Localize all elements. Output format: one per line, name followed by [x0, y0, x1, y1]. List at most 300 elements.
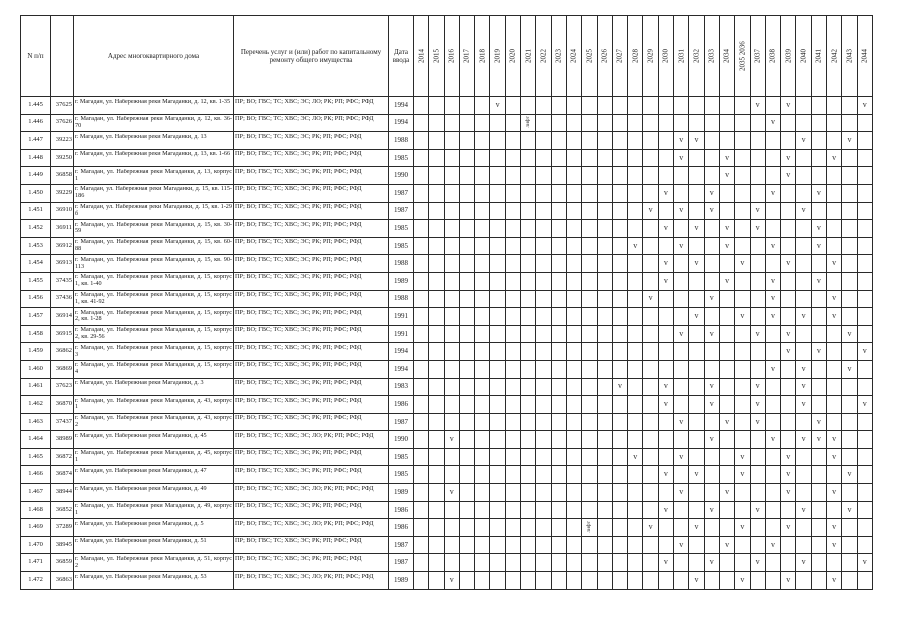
row-number: 1.462	[21, 396, 51, 414]
commission-year: 1988	[389, 132, 414, 150]
year-cell	[735, 114, 750, 132]
year-cell	[704, 272, 719, 290]
year-cell	[643, 519, 658, 537]
year-cell	[536, 484, 551, 502]
building-address: г. Магадан, ул. Набережная реки Магаданки, д. 49	[74, 484, 234, 502]
works-list: ПР; ВО; ГВС; ТС; ХВС; ЭС; РК; РП; РФС; РФД	[234, 554, 389, 572]
building-address: г. Магадан, ул. Набережная реки Магаданки, д. 45, корпус 1	[74, 448, 234, 466]
year-cell	[674, 484, 689, 502]
year-cell	[674, 167, 689, 185]
year-cell	[414, 149, 429, 167]
year-cell	[827, 396, 842, 414]
header-year-col: 2024	[566, 16, 581, 97]
year-cell	[521, 272, 536, 290]
check-mark: v	[801, 205, 806, 215]
year-cell	[689, 237, 704, 255]
year-cell	[704, 220, 719, 238]
check-mark: v	[862, 346, 867, 356]
year-cell	[781, 431, 796, 449]
year-cell	[735, 237, 750, 255]
year-cell	[597, 255, 612, 273]
check-mark: v	[816, 240, 821, 250]
year-cell	[429, 149, 444, 167]
commission-year: 1985	[389, 220, 414, 238]
year-cell	[628, 237, 643, 255]
year-cell	[551, 343, 566, 361]
year-cell	[842, 290, 857, 308]
year-cell	[536, 343, 551, 361]
check-mark: v	[862, 99, 867, 109]
year-cell	[597, 308, 612, 326]
year-cell	[505, 519, 520, 537]
check-mark: v	[663, 557, 668, 567]
check-mark: v	[832, 293, 837, 303]
check-mark: v	[740, 451, 745, 461]
building-code: 36863	[51, 572, 74, 590]
year-cell	[597, 466, 612, 484]
year-cell	[857, 220, 872, 238]
building-address: г. Магадан, ул. Набережная реки Магаданки, д. 12, кв. 36-70	[74, 114, 234, 132]
check-mark: v	[786, 99, 791, 109]
header-year-col: 2035 2036	[735, 16, 750, 97]
year-cell	[536, 466, 551, 484]
year-cell	[857, 519, 872, 537]
check-mark: v	[770, 293, 775, 303]
year-cell	[536, 202, 551, 220]
year-cell	[521, 97, 536, 115]
year-cell	[750, 255, 765, 273]
year-cell	[536, 272, 551, 290]
year-cell	[551, 132, 566, 150]
year-cell	[459, 378, 474, 396]
year-cell	[643, 466, 658, 484]
year-cell	[414, 220, 429, 238]
year-cell	[704, 114, 719, 132]
row-number: 1.471	[21, 554, 51, 572]
works-list: ПР; ВО; ГВС; ТС; ХВС; ЭС; РК; РП; РФС; РФД	[234, 308, 389, 326]
year-cell	[628, 290, 643, 308]
year-cell	[658, 501, 673, 519]
year-cell	[582, 202, 597, 220]
year-cell	[582, 97, 597, 115]
year-cell	[521, 237, 536, 255]
year-cell	[735, 97, 750, 115]
year-cell	[490, 484, 505, 502]
year-cell	[475, 484, 490, 502]
check-mark: v	[740, 258, 745, 268]
year-cell	[674, 466, 689, 484]
table-row	[21, 237, 873, 255]
year-cell	[765, 220, 780, 238]
year-cell	[628, 167, 643, 185]
year-cell	[781, 413, 796, 431]
check-mark: v	[786, 258, 791, 268]
year-cell	[551, 431, 566, 449]
year-cell	[689, 572, 704, 590]
check-mark: v	[449, 486, 454, 496]
year-cell	[566, 325, 581, 343]
commission-year: 1994	[389, 360, 414, 378]
year-cell	[521, 343, 536, 361]
year-cell	[582, 431, 597, 449]
year-cell	[674, 114, 689, 132]
year-cell	[597, 396, 612, 414]
check-mark: v	[663, 504, 668, 514]
year-cell	[674, 255, 689, 273]
commission-year: 1994	[389, 97, 414, 115]
year-cell	[719, 431, 734, 449]
works-list: ПР; ВО; ГВС; ТС; ХВС; ЭС; ЛО; РК; РП; РФС; РФД	[234, 114, 389, 132]
year-cell	[842, 448, 857, 466]
year-cell	[536, 431, 551, 449]
year-cell	[521, 308, 536, 326]
row-number: 1.469	[21, 519, 51, 537]
check-mark: v	[801, 135, 806, 145]
year-cell	[475, 396, 490, 414]
year-cell	[811, 325, 826, 343]
year-cell	[628, 220, 643, 238]
year-cell	[842, 343, 857, 361]
year-cell	[582, 343, 597, 361]
year-cell	[612, 114, 627, 132]
year-cell	[444, 448, 459, 466]
year-cell	[750, 149, 765, 167]
year-cell	[781, 149, 796, 167]
year-cell	[842, 184, 857, 202]
table-row	[21, 484, 873, 502]
year-cell	[612, 519, 627, 537]
year-cell	[704, 466, 719, 484]
year-cell	[444, 202, 459, 220]
check-mark: v	[816, 434, 821, 444]
year-cell	[444, 97, 459, 115]
year-cell	[827, 149, 842, 167]
year-cell	[459, 484, 474, 502]
year-cell	[505, 255, 520, 273]
year-cell	[551, 554, 566, 572]
check-mark: v	[786, 469, 791, 479]
year-cell	[582, 466, 597, 484]
header-address: Адрес многоквартирного дома	[74, 16, 234, 97]
year-cell	[704, 237, 719, 255]
year-cell	[719, 484, 734, 502]
year-cell	[459, 308, 474, 326]
year-cell	[765, 290, 780, 308]
commission-year: 1987	[389, 184, 414, 202]
year-cell	[765, 360, 780, 378]
header-year-col: 2031	[674, 16, 689, 97]
year-cell	[781, 536, 796, 554]
year-cell	[551, 413, 566, 431]
year-cell	[566, 360, 581, 378]
year-cell	[781, 519, 796, 537]
check-mark: v	[740, 522, 745, 532]
year-cell	[735, 572, 750, 590]
check-mark: v	[786, 170, 791, 180]
year-cell	[827, 343, 842, 361]
works-list: ПР; ВО; ГВС; ТС; ХВС; ЭС; РК; РП; РФС; РФД	[234, 290, 389, 308]
year-cell	[459, 519, 474, 537]
year-cell	[612, 272, 627, 290]
building-code: 36862	[51, 343, 74, 361]
table-row	[21, 396, 873, 414]
year-cell	[414, 132, 429, 150]
year-cell	[429, 484, 444, 502]
year-cell	[827, 184, 842, 202]
year-cell	[628, 378, 643, 396]
year-cell	[842, 466, 857, 484]
year-cell	[536, 149, 551, 167]
year-cell	[505, 360, 520, 378]
year-cell	[505, 396, 520, 414]
year-cell	[811, 97, 826, 115]
year-cell	[796, 325, 811, 343]
year-cell	[429, 272, 444, 290]
year-cell	[414, 272, 429, 290]
year-cell	[643, 97, 658, 115]
year-cell	[735, 167, 750, 185]
year-cell	[444, 167, 459, 185]
year-cell	[735, 255, 750, 273]
year-cell	[674, 554, 689, 572]
year-cell	[414, 97, 429, 115]
year-cell	[628, 501, 643, 519]
check-mark: v	[740, 311, 745, 321]
year-cell	[857, 466, 872, 484]
year-cell	[704, 448, 719, 466]
year-cell	[536, 290, 551, 308]
year-cell	[827, 167, 842, 185]
year-cell	[765, 308, 780, 326]
check-mark: v	[725, 539, 730, 549]
building-address: г. Магадан, ул. Набережная реки Магаданки, д. 15, корпус 2, кв. 29-56	[74, 325, 234, 343]
year-cell	[765, 167, 780, 185]
year-cell	[490, 501, 505, 519]
year-cell	[536, 360, 551, 378]
year-cell	[628, 114, 643, 132]
year-cell	[689, 255, 704, 273]
year-cell	[842, 536, 857, 554]
year-cell	[551, 202, 566, 220]
header-year-col: 2032	[689, 16, 704, 97]
year-cell	[674, 202, 689, 220]
header-year-col: 2033	[704, 16, 719, 97]
check-mark: v	[770, 434, 775, 444]
year-cell	[674, 220, 689, 238]
year-cell	[719, 343, 734, 361]
year-cell	[429, 237, 444, 255]
year-cell	[857, 431, 872, 449]
year-cell	[490, 572, 505, 590]
year-cell	[475, 290, 490, 308]
works-list: ПР; ВО; ГВС; ТС; ХВС; ЭС; РК; РП; РФС; РФД	[234, 360, 389, 378]
year-cell	[612, 448, 627, 466]
year-cell	[735, 202, 750, 220]
year-cell	[536, 184, 551, 202]
year-cell	[429, 220, 444, 238]
year-cell	[719, 290, 734, 308]
building-code: 36915	[51, 325, 74, 343]
year-cell	[475, 343, 490, 361]
row-number: 1.461	[21, 378, 51, 396]
year-cell	[429, 114, 444, 132]
year-cell	[796, 290, 811, 308]
year-cell	[582, 237, 597, 255]
year-cell	[536, 114, 551, 132]
year-cell	[521, 413, 536, 431]
check-mark: v	[648, 293, 653, 303]
year-cell	[612, 308, 627, 326]
year-cell	[582, 396, 597, 414]
year-cell	[475, 448, 490, 466]
year-cell	[796, 396, 811, 414]
year-cell	[612, 378, 627, 396]
year-cell	[459, 184, 474, 202]
year-cell	[414, 360, 429, 378]
check-mark: v	[786, 328, 791, 338]
table-row	[21, 220, 873, 238]
year-cell	[719, 519, 734, 537]
year-cell	[582, 378, 597, 396]
year-cell	[582, 448, 597, 466]
year-cell	[719, 237, 734, 255]
year-cell	[551, 448, 566, 466]
year-cell	[643, 272, 658, 290]
year-cell	[536, 448, 551, 466]
year-cell	[796, 431, 811, 449]
year-cell	[842, 167, 857, 185]
year-cell	[612, 202, 627, 220]
year-cell	[429, 536, 444, 554]
check-mark: v	[449, 574, 454, 584]
year-cell	[459, 448, 474, 466]
year-cell	[781, 255, 796, 273]
year-cell	[521, 484, 536, 502]
year-cell	[735, 536, 750, 554]
year-cell	[643, 325, 658, 343]
year-cell	[429, 184, 444, 202]
row-number: 1.447	[21, 132, 51, 150]
year-cell	[689, 325, 704, 343]
table-row	[21, 184, 873, 202]
year-cell	[566, 378, 581, 396]
year-cell	[597, 572, 612, 590]
year-cell	[551, 466, 566, 484]
table-row	[21, 114, 873, 132]
year-cell	[674, 448, 689, 466]
year-cell	[597, 519, 612, 537]
year-cell	[490, 519, 505, 537]
check-mark: v	[801, 381, 806, 391]
year-cell	[505, 466, 520, 484]
year-cell	[505, 97, 520, 115]
year-cell	[765, 536, 780, 554]
year-cell	[521, 378, 536, 396]
year-cell	[505, 484, 520, 502]
year-cell	[827, 431, 842, 449]
year-cell	[781, 343, 796, 361]
year-cell	[689, 448, 704, 466]
year-cell	[827, 325, 842, 343]
year-cell	[811, 396, 826, 414]
year-cell	[643, 448, 658, 466]
year-cell	[658, 184, 673, 202]
year-cell	[704, 396, 719, 414]
year-cell	[582, 325, 597, 343]
commission-year: 1990	[389, 167, 414, 185]
year-cell	[719, 378, 734, 396]
year-cell	[719, 97, 734, 115]
year-cell	[811, 413, 826, 431]
year-cell	[765, 184, 780, 202]
header-year-col: 2042	[827, 16, 842, 97]
year-cell	[842, 149, 857, 167]
year-cell	[857, 272, 872, 290]
year-cell	[658, 97, 673, 115]
year-cell	[796, 184, 811, 202]
works-list: ПР; ВО; ГВС; ТС; ХВС; ЭС; ЛО; РК; РП; РФС; РФД	[234, 519, 389, 537]
year-cell	[704, 149, 719, 167]
check-mark: v	[770, 240, 775, 250]
year-cell	[521, 554, 536, 572]
year-cell	[414, 413, 429, 431]
year-cell	[566, 536, 581, 554]
building-code: 36858	[51, 167, 74, 185]
check-mark: v	[755, 223, 760, 233]
year-cell	[735, 308, 750, 326]
year-cell	[414, 536, 429, 554]
commission-year: 1989	[389, 272, 414, 290]
header-year-col: 2029	[643, 16, 658, 97]
year-cell	[429, 325, 444, 343]
year-cell	[444, 554, 459, 572]
header-year-col: 2040	[796, 16, 811, 97]
year-cell	[444, 572, 459, 590]
year-cell	[811, 536, 826, 554]
check-mark: v	[648, 522, 653, 532]
year-cell	[719, 554, 734, 572]
row-number: 1.448	[21, 149, 51, 167]
year-cell	[597, 290, 612, 308]
year-cell	[475, 114, 490, 132]
year-cell	[597, 149, 612, 167]
year-cell	[505, 448, 520, 466]
year-cell	[704, 413, 719, 431]
year-cell	[796, 554, 811, 572]
check-mark: v	[663, 275, 668, 285]
year-cell	[765, 255, 780, 273]
year-cell	[811, 202, 826, 220]
year-cell	[444, 519, 459, 537]
year-cell	[658, 325, 673, 343]
year-cell	[719, 202, 734, 220]
year-cell	[643, 536, 658, 554]
year-cell	[704, 97, 719, 115]
year-cell	[643, 132, 658, 150]
year-cell	[612, 255, 627, 273]
year-cell	[429, 572, 444, 590]
year-cell	[735, 325, 750, 343]
year-cell	[597, 536, 612, 554]
year-cell	[827, 237, 842, 255]
row-number: 1.446	[21, 114, 51, 132]
year-cell	[490, 343, 505, 361]
check-mark: v	[709, 205, 714, 215]
year-cell	[704, 378, 719, 396]
year-cell	[414, 308, 429, 326]
check-mark: v	[847, 135, 852, 145]
year-cell	[475, 519, 490, 537]
